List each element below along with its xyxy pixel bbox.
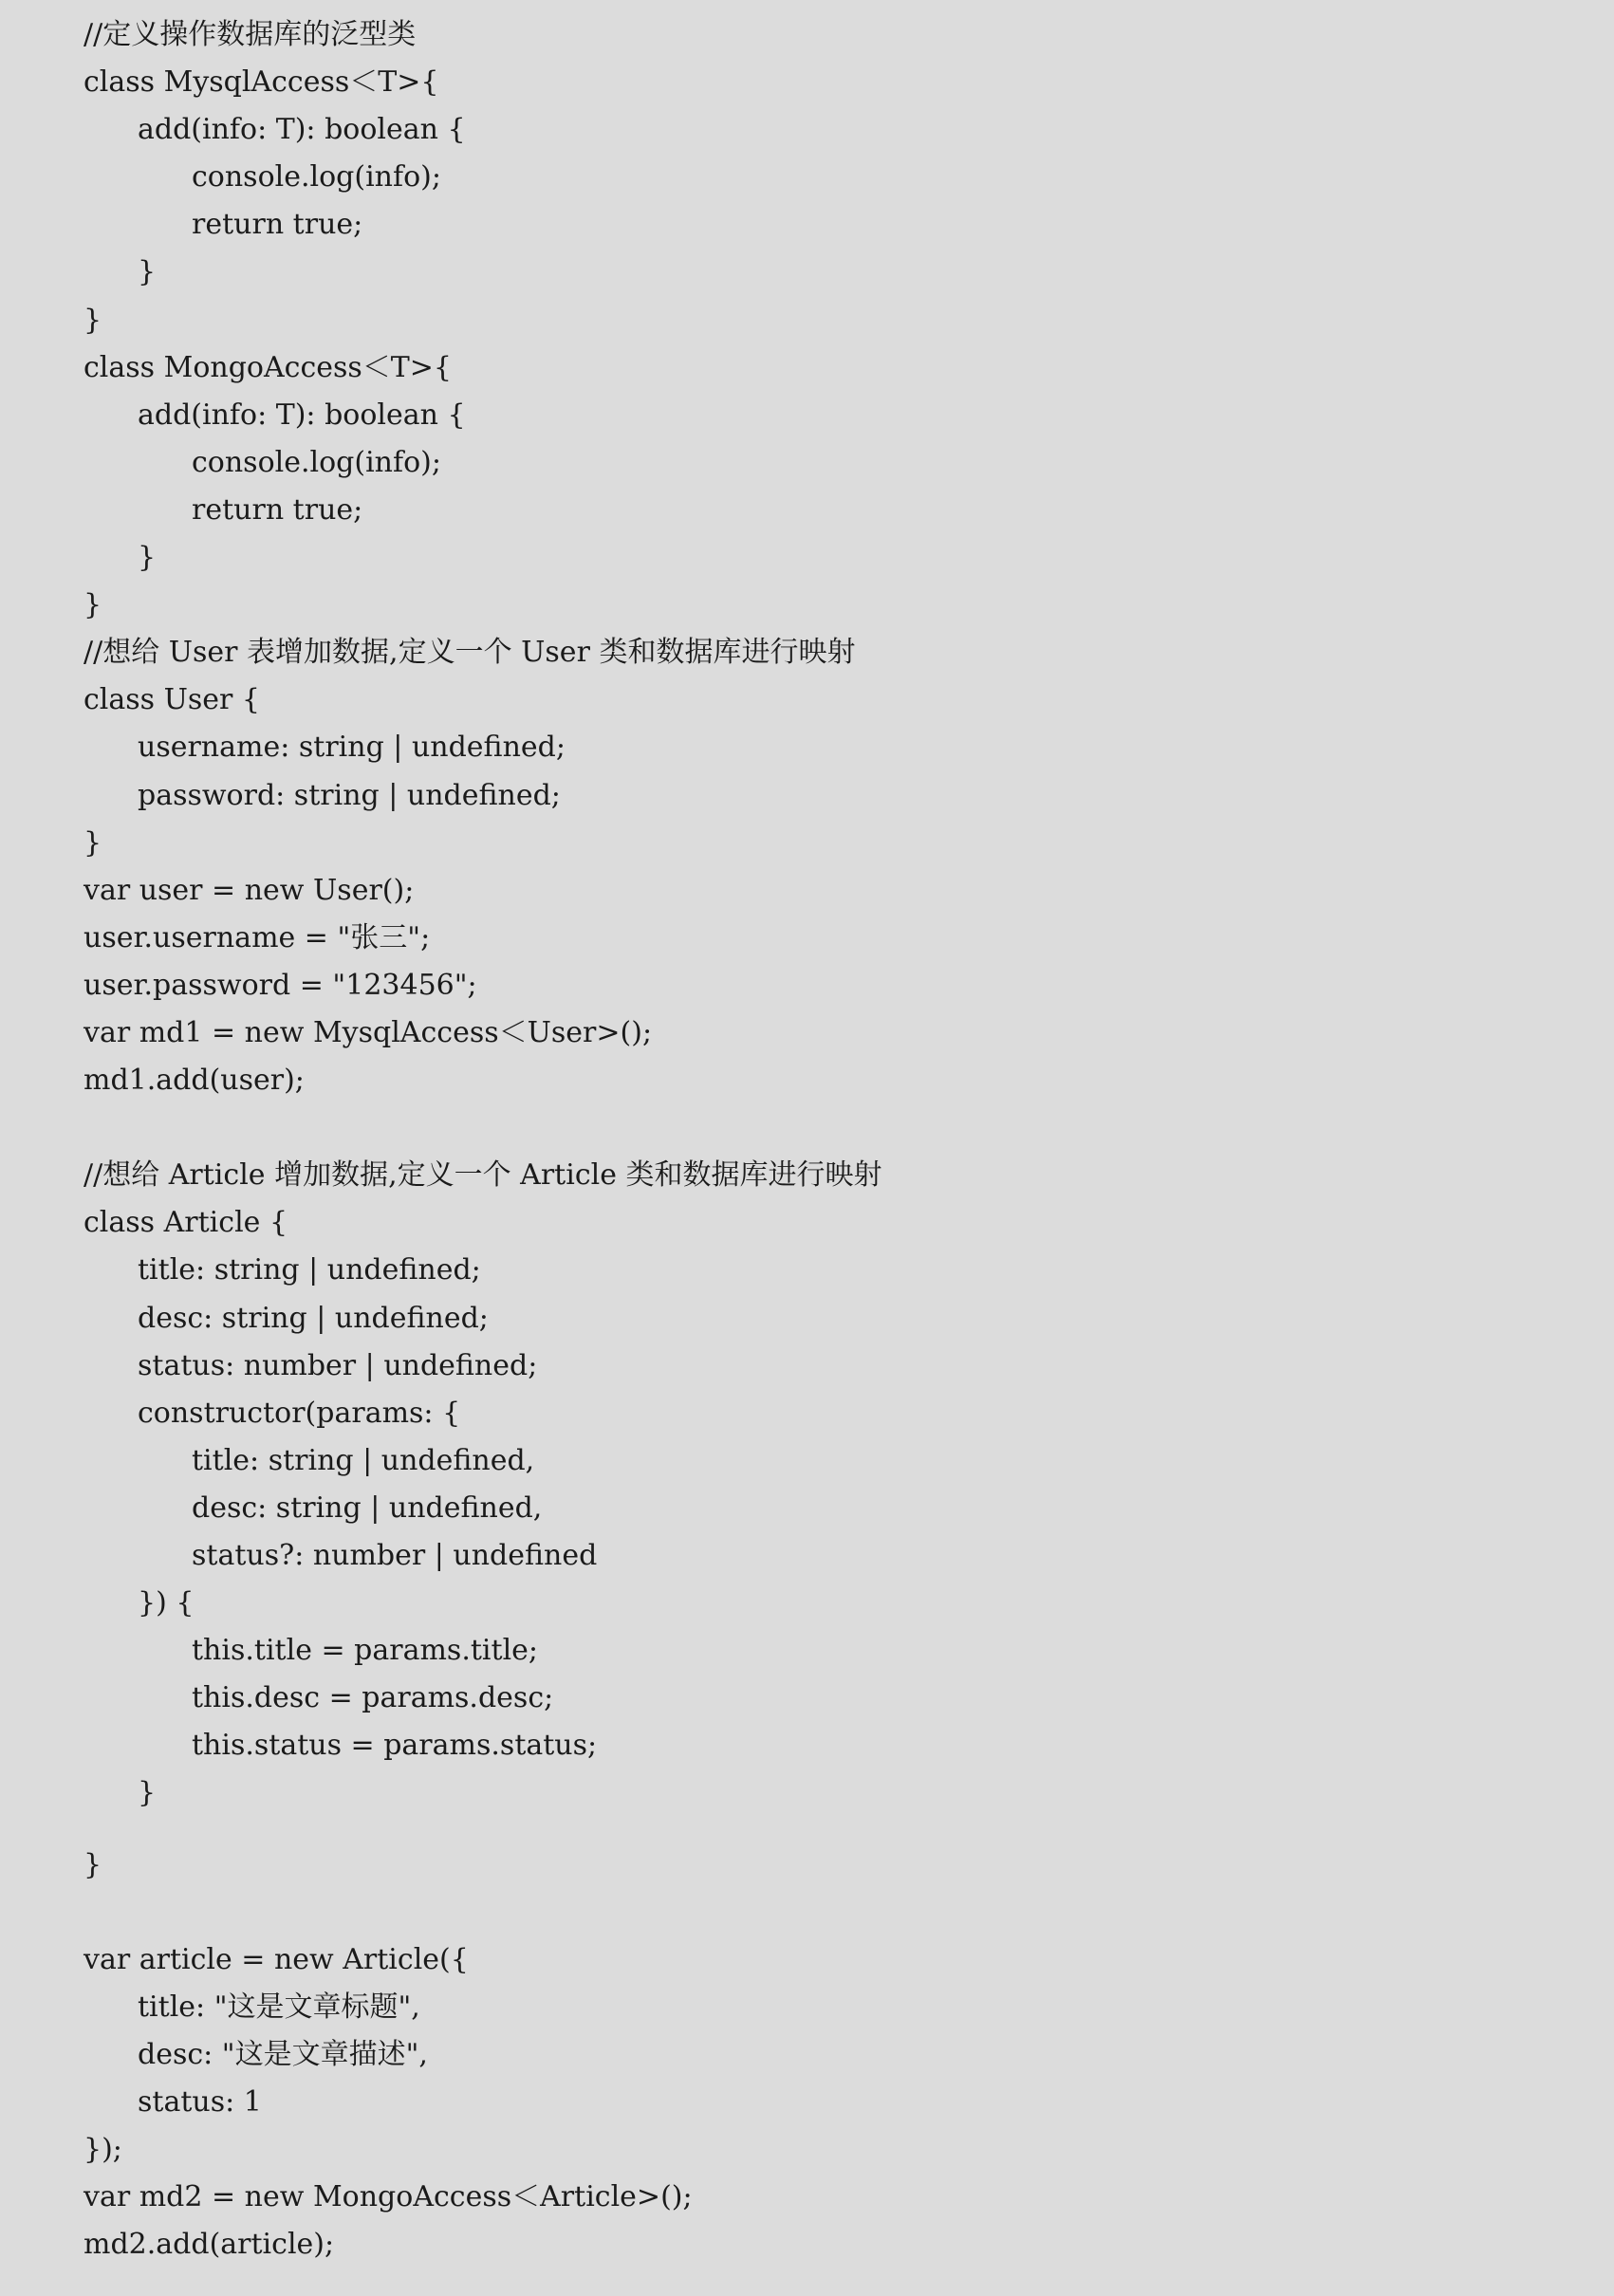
code-lines <box>83 11 882 2268</box>
code-line: }) { <box>138 1586 195 1620</box>
code-line: } <box>83 303 102 337</box>
code-line: }); <box>83 2133 122 2167</box>
code-line: status?: number | undefined <box>192 1539 598 1572</box>
code-line: this.status = params.status; <box>192 1729 598 1763</box>
code-line: desc: "这是文章描述", <box>138 2037 428 2071</box>
code-line: } <box>138 255 157 289</box>
code-line: class Article { <box>83 1206 288 1240</box>
code-line: return true; <box>192 208 363 242</box>
code-comment: //定义操作数据库的泛型类 <box>83 18 417 51</box>
code-line: add(info: T): boolean { <box>138 398 466 432</box>
code-line: desc: string | undefined, <box>192 1491 543 1525</box>
code-line: } <box>83 588 102 622</box>
code-comment: //想给 Article 增加数据,定义一个 Article 类和数据库进行映射 <box>83 1158 882 1193</box>
code-line: class MongoAccess＜T>{ <box>83 350 453 384</box>
code-line: password: string | undefined; <box>138 778 561 812</box>
code-line: var md1 = new MysqlAccess＜User>(); <box>83 1015 653 1049</box>
code-line: username: string | undefined; <box>138 731 566 765</box>
code-line: this.desc = params.desc; <box>192 1681 554 1715</box>
code-line: console.log(info); <box>192 445 441 479</box>
code-line: user.username = "张三"; <box>83 920 431 954</box>
code-line: console.log(info); <box>192 160 441 194</box>
code-line: } <box>138 1776 157 1810</box>
code-comment: //想给 User 表增加数据,定义一个 User 类和数据库进行映射 <box>83 636 856 670</box>
code-line: title: "这是文章标题", <box>138 1990 420 2024</box>
code-line: desc: string | undefined; <box>138 1301 489 1335</box>
code-line: md1.add(user); <box>83 1064 305 1098</box>
code-line: title: string | undefined, <box>192 1443 535 1477</box>
code-line: } <box>83 1847 102 1881</box>
code-line: var md2 = new MongoAccess＜Article>(); <box>83 2180 693 2214</box>
code-line: this.title = params.title; <box>192 1634 539 1668</box>
code-line: title: string | undefined; <box>138 1253 481 1287</box>
code-line: md2.add(article); <box>83 2228 335 2262</box>
code-line: user.password = "123456"; <box>83 968 477 1002</box>
code-line: status: number | undefined; <box>138 1348 538 1382</box>
code-line: var user = new User(); <box>83 873 415 907</box>
blank-line <box>83 1889 882 1936</box>
code-line: } <box>138 541 157 575</box>
code-line: class User { <box>83 683 261 717</box>
code-line: add(info: T): boolean { <box>138 113 466 147</box>
code-line: return true; <box>192 492 363 527</box>
code-line: constructor(params: { <box>138 1396 461 1430</box>
code-line: var article = new Article({ <box>83 1942 469 1976</box>
code-line: } <box>83 825 102 860</box>
spacer <box>83 1818 882 1842</box>
code-line: status: 1 <box>138 2085 262 2120</box>
code-line: class MysqlAccess＜T>{ <box>83 65 439 100</box>
blank-line <box>83 1104 882 1152</box>
